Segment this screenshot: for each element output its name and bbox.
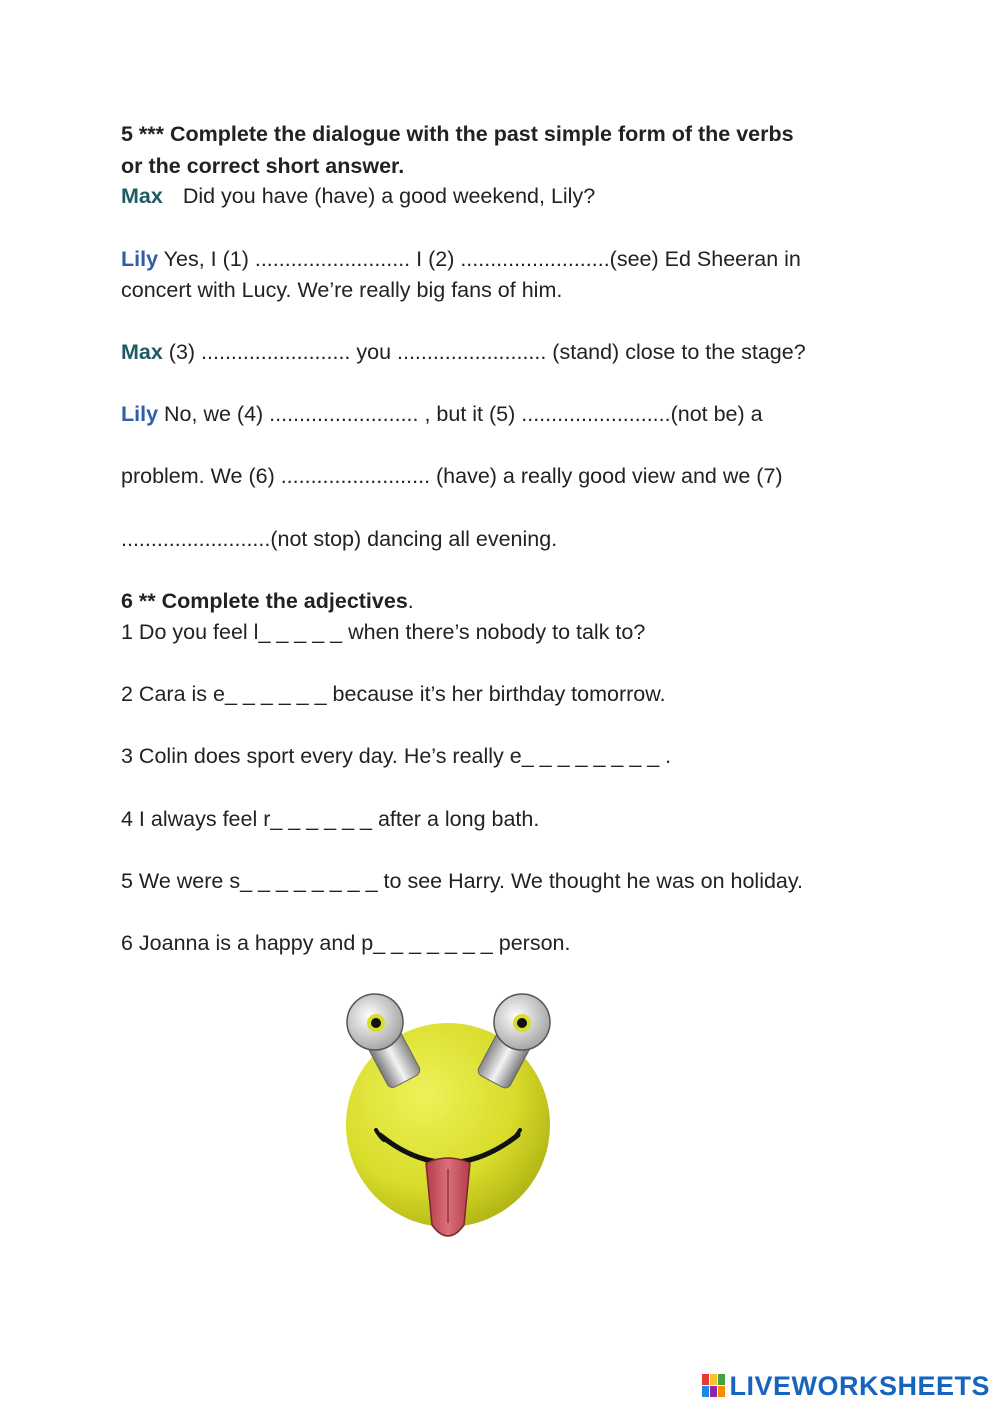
dialogue-line-1 [121, 182, 595, 210]
dialogue-line-5 [121, 400, 763, 428]
exercise-6-heading-text: 6 ** Complete the adjectives [121, 589, 408, 613]
exercise-5-heading-line-1: 5 *** Complete the dialogue with the past simple form of the verbs [121, 122, 794, 146]
dialogue-line-3 [121, 276, 562, 304]
exercise-6-heading-tail: . [407, 589, 414, 613]
dialogue-line-4 [121, 338, 806, 366]
dialogue-text: .........................(not stop) dancing all evening. [121, 527, 558, 551]
dialogue-text: No, we (4) ......................... , but it (5) .........................(not be) a [158, 402, 763, 426]
dialogue-text: concert with Lucy. We’re really big fans of him. [121, 278, 563, 302]
speaker-name: Max [121, 184, 163, 208]
dialogue-text: (3) ......................... you ......................... (stand) close to the stage? [162, 340, 806, 364]
speaker-name: Lily [121, 402, 159, 426]
exercise-6-heading [121, 587, 414, 615]
adjective-item-3: 3 Colin does sport every day. He’s really e_ _ _ _ _ _ _ _ . [121, 744, 672, 768]
speaker-name: Lily [121, 247, 159, 271]
dialogue-text: Did you have (have) a good weekend, Lily? [182, 184, 596, 208]
adjective-item-1: 1 Do you feel l_ _ _ _ _ when there’s nobody to talk to? [121, 620, 646, 644]
liveworksheets-logo-text: LIVEWORKSHEETS [729, 1370, 990, 1401]
adjective-item-6: 6 Joanna is a happy and p_ _ _ _ _ _ _ person. [121, 931, 571, 955]
dialogue-text: problem. We (6) ......................... (have) a really good view and we (7) [121, 464, 783, 488]
dialogue-line-7 [121, 525, 557, 553]
adjective-item-4: 4 I always feel r_ _ _ _ _ _ after a long bath. [121, 807, 540, 831]
speaker-name: Max [121, 340, 163, 364]
adjective-item-2: 2 Cara is e_ _ _ _ _ _ because it’s her birthday tomorrow. [121, 682, 666, 706]
adjective-item-5: 5 We were s_ _ _ _ _ _ _ _ to see Harry. We thought he was on holiday. [121, 869, 804, 893]
exercise-5-heading-line-2: or the correct short answer. [121, 154, 405, 178]
dialogue-line-2 [121, 245, 801, 273]
silly-face-icon [330, 985, 570, 1255]
dialogue-text: Yes, I (1) .......................... I (2) .........................(see) Ed Sheeran in [158, 247, 801, 271]
dialogue-line-6 [121, 462, 783, 490]
liveworksheets-logo[interactable] [702, 1369, 990, 1403]
liveworksheets-logo-icon [702, 1374, 726, 1398]
